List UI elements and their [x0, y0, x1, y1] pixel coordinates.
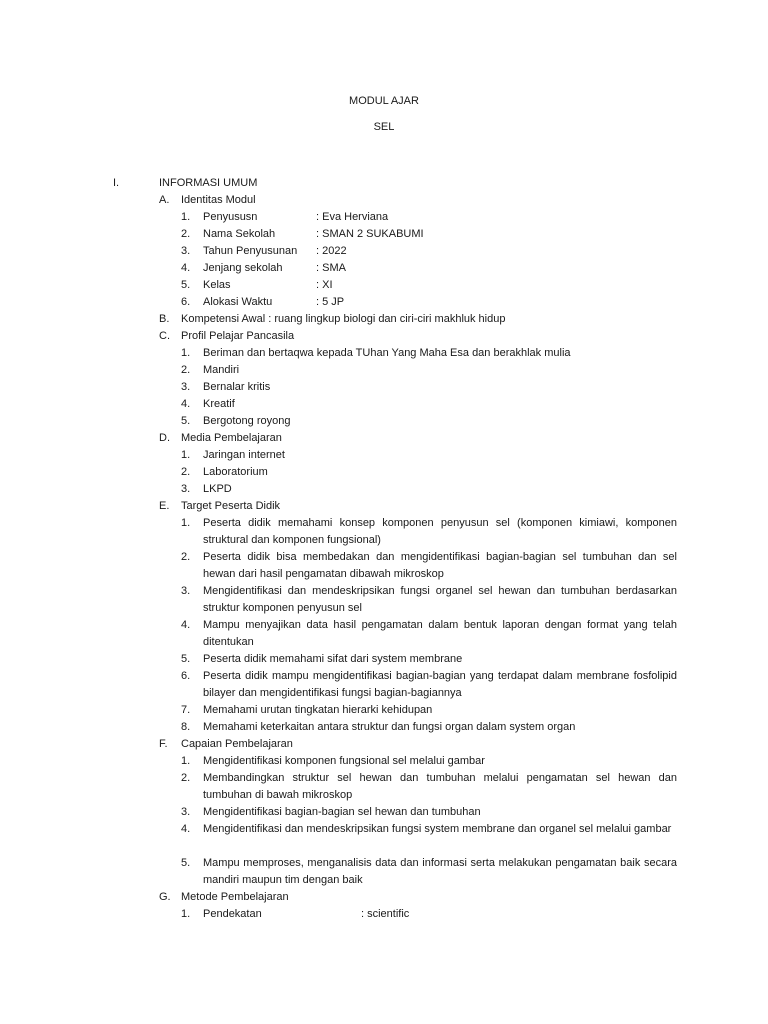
list-number: 2.	[181, 466, 191, 478]
subsection-letter: D.	[159, 432, 170, 444]
section-number: I.	[113, 177, 120, 189]
subsection-title: Metode Pembelajaran	[181, 891, 289, 903]
list-item-text: Laboratorium	[203, 466, 268, 478]
identity-label: Nama Sekolah	[203, 228, 276, 240]
list-number: 6.	[181, 296, 191, 308]
subsection-letter: G.	[159, 891, 171, 903]
list-item-text: Mengidentifikasi bagian-bagian sel hewan dan tumbuhan	[203, 806, 481, 818]
identity-value: : 2022	[316, 245, 347, 257]
list-item-text: Peserta didik bisa membedakan dan mengidentifikasi bagian-bagian sel tumbuhan dan sel hewan dari hasil pengamatan dibawah mikroskop	[203, 551, 677, 580]
list-number: 2.	[181, 228, 191, 240]
list-number: 1.	[181, 347, 191, 359]
list-number: 3.	[181, 245, 191, 257]
list-number: 3.	[181, 381, 191, 393]
subsection-letter: A.	[159, 194, 170, 206]
identity-label: Penyususn	[203, 211, 258, 223]
list-item-text: Peserta didik memahami sifat dari system membrane	[203, 653, 463, 665]
list-number: 4.	[181, 262, 191, 274]
subsection-title: Capaian Pembelajaran	[181, 738, 293, 750]
list-item-text: LKPD	[203, 483, 232, 495]
list-item-text: Mengidentifikasi dan mendeskripsikan fungsi system membrane dan organel sel melalui gambar	[203, 823, 672, 835]
subsection-title: Identitas Modul	[181, 194, 256, 206]
list-item-text: Mampu menyajikan data hasil pengamatan dalam bentuk laporan dengan format yang telah ditentukan	[203, 619, 677, 648]
list-number: 1.	[181, 449, 191, 461]
method-label: Pendekatan	[203, 908, 262, 920]
identity-value: : Eva Herviana	[316, 211, 389, 223]
list-number: 3.	[181, 585, 191, 597]
subsection-letter: F.	[159, 738, 168, 750]
subsection-title: Profil Pelajar Pancasila	[181, 330, 295, 342]
list-item-text: Peserta didik mampu mengidentifikasi bagian-bagian yang terdapat dalam membrane fosfolipid bilayer dan mengidentifikasi fungsi bagian-bagiannya	[203, 670, 677, 699]
list-number: 1.	[181, 755, 191, 767]
list-item-text: Membandingkan struktur sel hewan dan tumbuhan melalui pengamatan sel hewan dan tumbuhan di bawah mikroskop	[203, 772, 677, 801]
list-number: 2.	[181, 364, 191, 376]
subsection-title: Media Pembelajaran	[181, 432, 282, 444]
list-item-text: Peserta didik memahami konsep komponen penyusun sel (komponen kimiawi, komponen struktural dan komponen fungsional)	[203, 517, 677, 546]
identity-label: Jenjang sekolah	[203, 262, 283, 274]
list-number: 5.	[181, 415, 191, 427]
list-item-text: Mengidentifikasi dan mendeskripsikan fungsi organel sel hewan dan tumbuhan berdasarkan struktur komponen penyusun sel	[203, 585, 677, 614]
identity-value: : 5 JP	[316, 296, 345, 308]
list-number: 4.	[181, 398, 191, 410]
list-item-text: Memahami urutan tingkatan hierarki kehidupan	[203, 704, 433, 716]
list-item-text: Mampu memproses, menganalisis data dan informasi serta melakukan pengamatan baik secara mandiri maupun tim dengan baik	[203, 857, 677, 886]
list-number: 6.	[181, 670, 191, 682]
document-subtitle: SEL	[373, 121, 395, 133]
list-number: 4.	[181, 619, 191, 631]
document-title: MODUL AJAR	[349, 95, 419, 107]
list-number: 5.	[181, 653, 191, 665]
subsection-letter: E.	[159, 500, 170, 512]
list-number: 1.	[181, 517, 191, 529]
list-number: 1.	[181, 211, 191, 223]
identity-label: Alokasi Waktu	[203, 296, 273, 308]
subsection-letter: B.	[159, 313, 170, 325]
subsection-letter: C.	[159, 330, 170, 342]
identity-label: Kelas	[203, 279, 231, 291]
list-number: 3.	[181, 483, 191, 495]
list-number: 7.	[181, 704, 191, 716]
list-item-text: Bernalar kritis	[203, 381, 271, 393]
identity-label: Tahun Penyusunan	[203, 245, 298, 257]
identity-value: : SMA	[316, 262, 346, 274]
list-number: 8.	[181, 721, 191, 733]
list-item-text: Kreatif	[203, 398, 235, 410]
list-item-text: Beriman dan bertaqwa kepada TUhan Yang Maha Esa dan berakhlak mulia	[203, 347, 571, 359]
list-number: 4.	[181, 823, 191, 835]
identity-value: : XI	[316, 279, 333, 291]
identity-value: : SMAN 2 SUKABUMI	[316, 228, 424, 240]
subsection-title: Target Peserta Didik	[181, 500, 281, 512]
subsection-title: Kompetensi Awal : ruang lingkup biologi dan ciri-ciri makhluk hidup	[181, 313, 506, 325]
list-number: 2.	[181, 772, 191, 784]
list-number: 5.	[181, 279, 191, 291]
method-value: : scientific	[361, 908, 410, 920]
list-number: 1.	[181, 908, 191, 920]
list-item-text: Bergotong royong	[203, 415, 291, 427]
list-item-text: Jaringan internet	[203, 449, 285, 461]
list-item-text: Memahami keterkaitan antara struktur dan fungsi organ dalam system organ	[203, 721, 576, 733]
list-item-text: Mengidentifikasi komponen fungsional sel melalui gambar	[203, 755, 485, 767]
list-number: 2.	[181, 551, 191, 563]
list-item-text: Mandiri	[203, 364, 240, 376]
list-number: 3.	[181, 806, 191, 818]
list-number: 5.	[181, 857, 191, 869]
section-title: INFORMASI UMUM	[159, 177, 258, 189]
